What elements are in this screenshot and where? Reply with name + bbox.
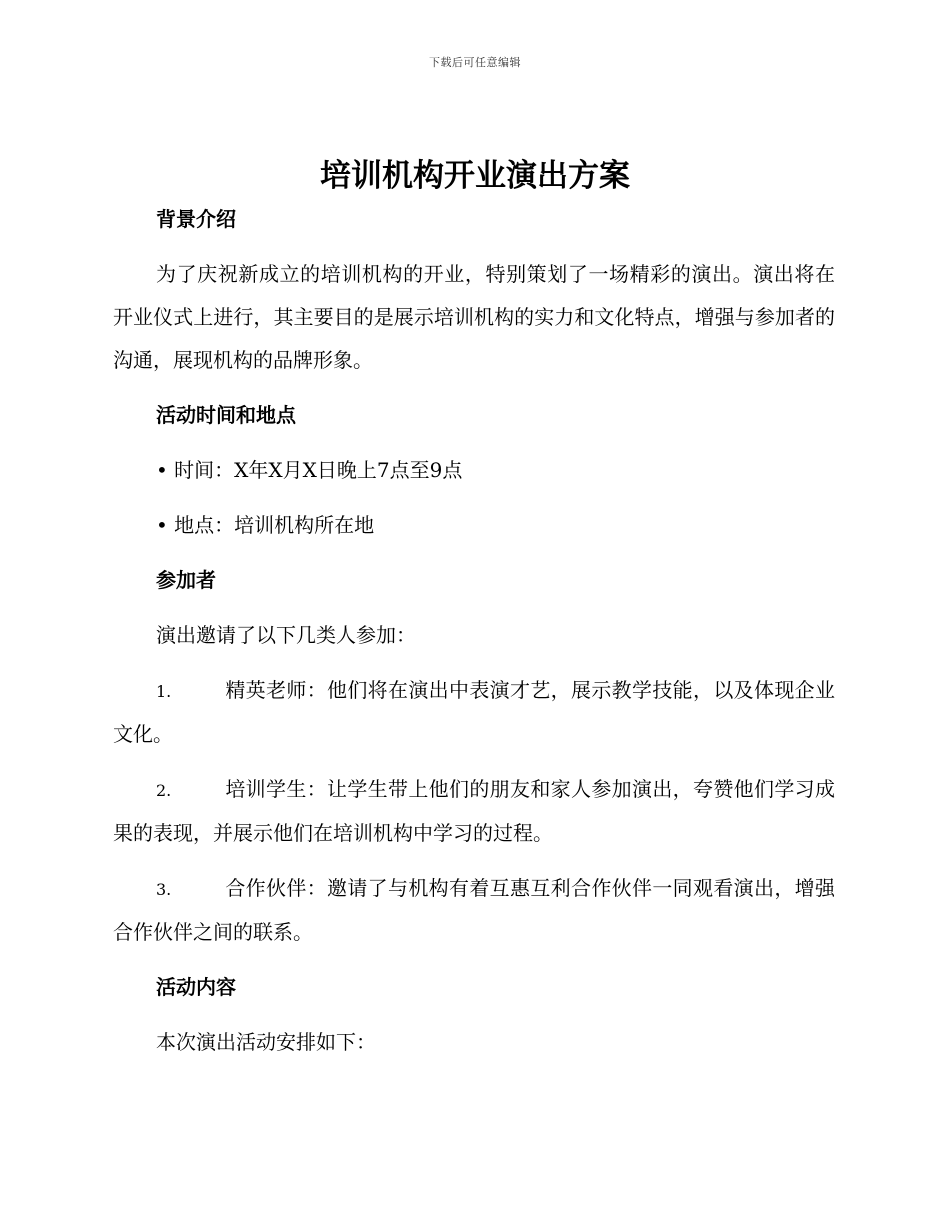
list-item [113, 669, 835, 756]
bullet-time: • 时间：X年X月X日晚上7点至9点 [156, 458, 463, 482]
list-item [113, 768, 835, 855]
header-note: 下载后可任意编辑 [429, 56, 521, 69]
section-heading-content: 活动内容 [156, 975, 236, 999]
document-title: 培训机构开业演出方案 [320, 158, 630, 194]
bullet-place: • 地点：培训机构所在地 [156, 513, 375, 537]
content-intro: 本次演出活动安排如下： [156, 1030, 376, 1054]
document-body [113, 198, 835, 1076]
list-number: 1. [156, 682, 172, 701]
participants-intro: 演出邀请了以下几类人参加： [156, 623, 416, 647]
list-number: 2. [156, 781, 172, 800]
section-heading-participants: 参加者 [156, 568, 216, 592]
list-item-text: 精英老师：他们将在演出中表演才艺，展示教学技能，以及体现企业文化。 [113, 678, 835, 746]
list-item-text: 合作伙伴：邀请了与机构有着互惠互利合作伙伴一同观看演出，增强合作伙伴之间的联系。 [113, 876, 835, 944]
section-heading-time-place: 活动时间和地点 [156, 403, 296, 427]
background-paragraph: 为了庆祝新成立的培训机构的开业，特别策划了一场精彩的演出。演出将在开业仪式上进行，其主要目的是展示培训机构的实力和文化特点，增强与参加者的沟通，展现机构的品牌形象。 [113, 262, 835, 372]
list-item-text: 培训学生：让学生带上他们的朋友和家人参加演出，夸赞他们学习成果的表现，并展示他们在培训机构中学习的过程。 [113, 777, 835, 845]
list-item [113, 867, 835, 954]
section-heading-background: 背景介绍 [156, 207, 236, 231]
list-number: 3. [156, 880, 172, 899]
